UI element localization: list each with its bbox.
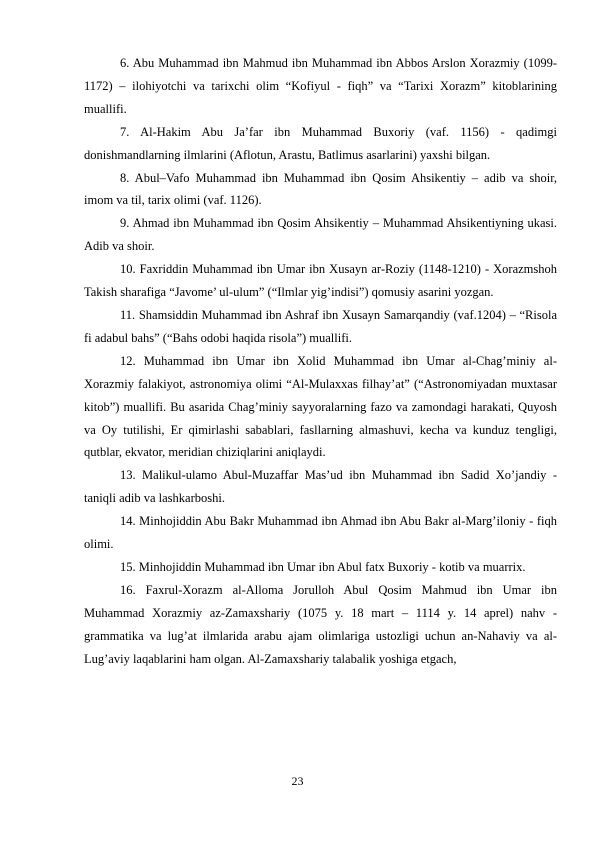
paragraph-item-16: 16. Faxrul-Xorazm al-Alloma Jorulloh Abul Qosim Mahmud ibn Umar ibn Muhammad Xorazmiy az-Zamaxshariy (1075 y. 18 mart – 1114 y. 14 aprel) nahv - grammatika va lug’at ilmlarida arabu ajam olimlariga ustozligi uchun an-Nahaviy va al-Lug’aviy laqablarini ham olgan. Al-Zamaxshariy talabalik yoshiga etgach, (84, 582, 557, 666)
paragraph-item-7: 7. Al-Hakim Abu Ja’far ibn Muhammad Buxoriy (vaf. 1156) - qadimgi donishmandlarning ilmlarini (Aflotun, Arastu, Batlimus asarlarini) yaxshi bilgan. (84, 124, 557, 162)
page-number: 23 (291, 774, 304, 788)
paragraph-item-10: 10. Faxriddin Muhammad ibn Umar ibn Xusayn ar-Roziy (1148-1210) - Xorazmshoh Takish sharafiga “Javome’ ul-ulum” (“Ilmlar yig’indisi”) qomusiy asarini yozgan. (84, 262, 557, 300)
paragraph-item-14: 14. Minhojiddin Abu Bakr Muhammad ibn Ahmad ibn Abu Bakr al-Marg’iloniy - fiqh olimi. (84, 514, 557, 552)
page-body (84, 52, 557, 670)
paragraph-item-11: 11. Shamsiddin Muhammad ibn Ashraf ibn Xusayn Samarqandiy (vaf.1204) – “Risola fi adabul bahs” (“Bahs odobi haqida risola”) muallifi. (84, 307, 557, 345)
paragraph-item-15: 15. Minhojiddin Muhammad ibn Umar ibn Abul fatx Buxoriy - kotib va muarrix. (120, 559, 526, 574)
paragraph-item-12: 12. Muhammad ibn Umar ibn Xolid Muhammad ibn Umar al-Chag’miniy al-Xorazmiy falakiyot, astronomiya olimi “Al-Mulaxxas filhay’at” (“Astronomiyadan muxtasar kitob”) muallifi. Bu asarida Chag’miniy sayyoralarning fazo va zamondagi harakati, Quyosh va Oy tutilishi, Er qimirlashi sabablari, fasllarning almashuvi, kecha va kunduz tengligi, qutblar, ekvator, meridian chiziqlarini aniqlaydi. (84, 353, 557, 460)
paragraph-item-13: 13. Malikul-ulamo Abul-Muzaffar Mas’ud ibn Muhammad ibn Sadid Xo’jandiy - taniqli adib va lashkarboshi. (84, 468, 557, 506)
paragraph-item-9: 9. Ahmad ibn Muhammad ibn Qosim Ahsikentiy – Muhammad Ahsikentiyning ukasi. Adib va shoir. (84, 216, 557, 254)
paragraph-item-6: 6. Abu Muhammad ibn Mahmud ibn Muhammad ibn Abbos Arslon Xorazmiy (1099-1172) – ilohiyotchi va tarixchi olim “Kofiyul - fiqh” va “Tarixi Xorazm” kitoblarining muallifi. (84, 56, 557, 116)
paragraph-item-8: 8. Abul–Vafo Muhammad ibn Muhammad ibn Qosim Ahsikentiy – adib va shoir, imom va til, tarix olimi (vaf. 1126). (84, 170, 557, 208)
